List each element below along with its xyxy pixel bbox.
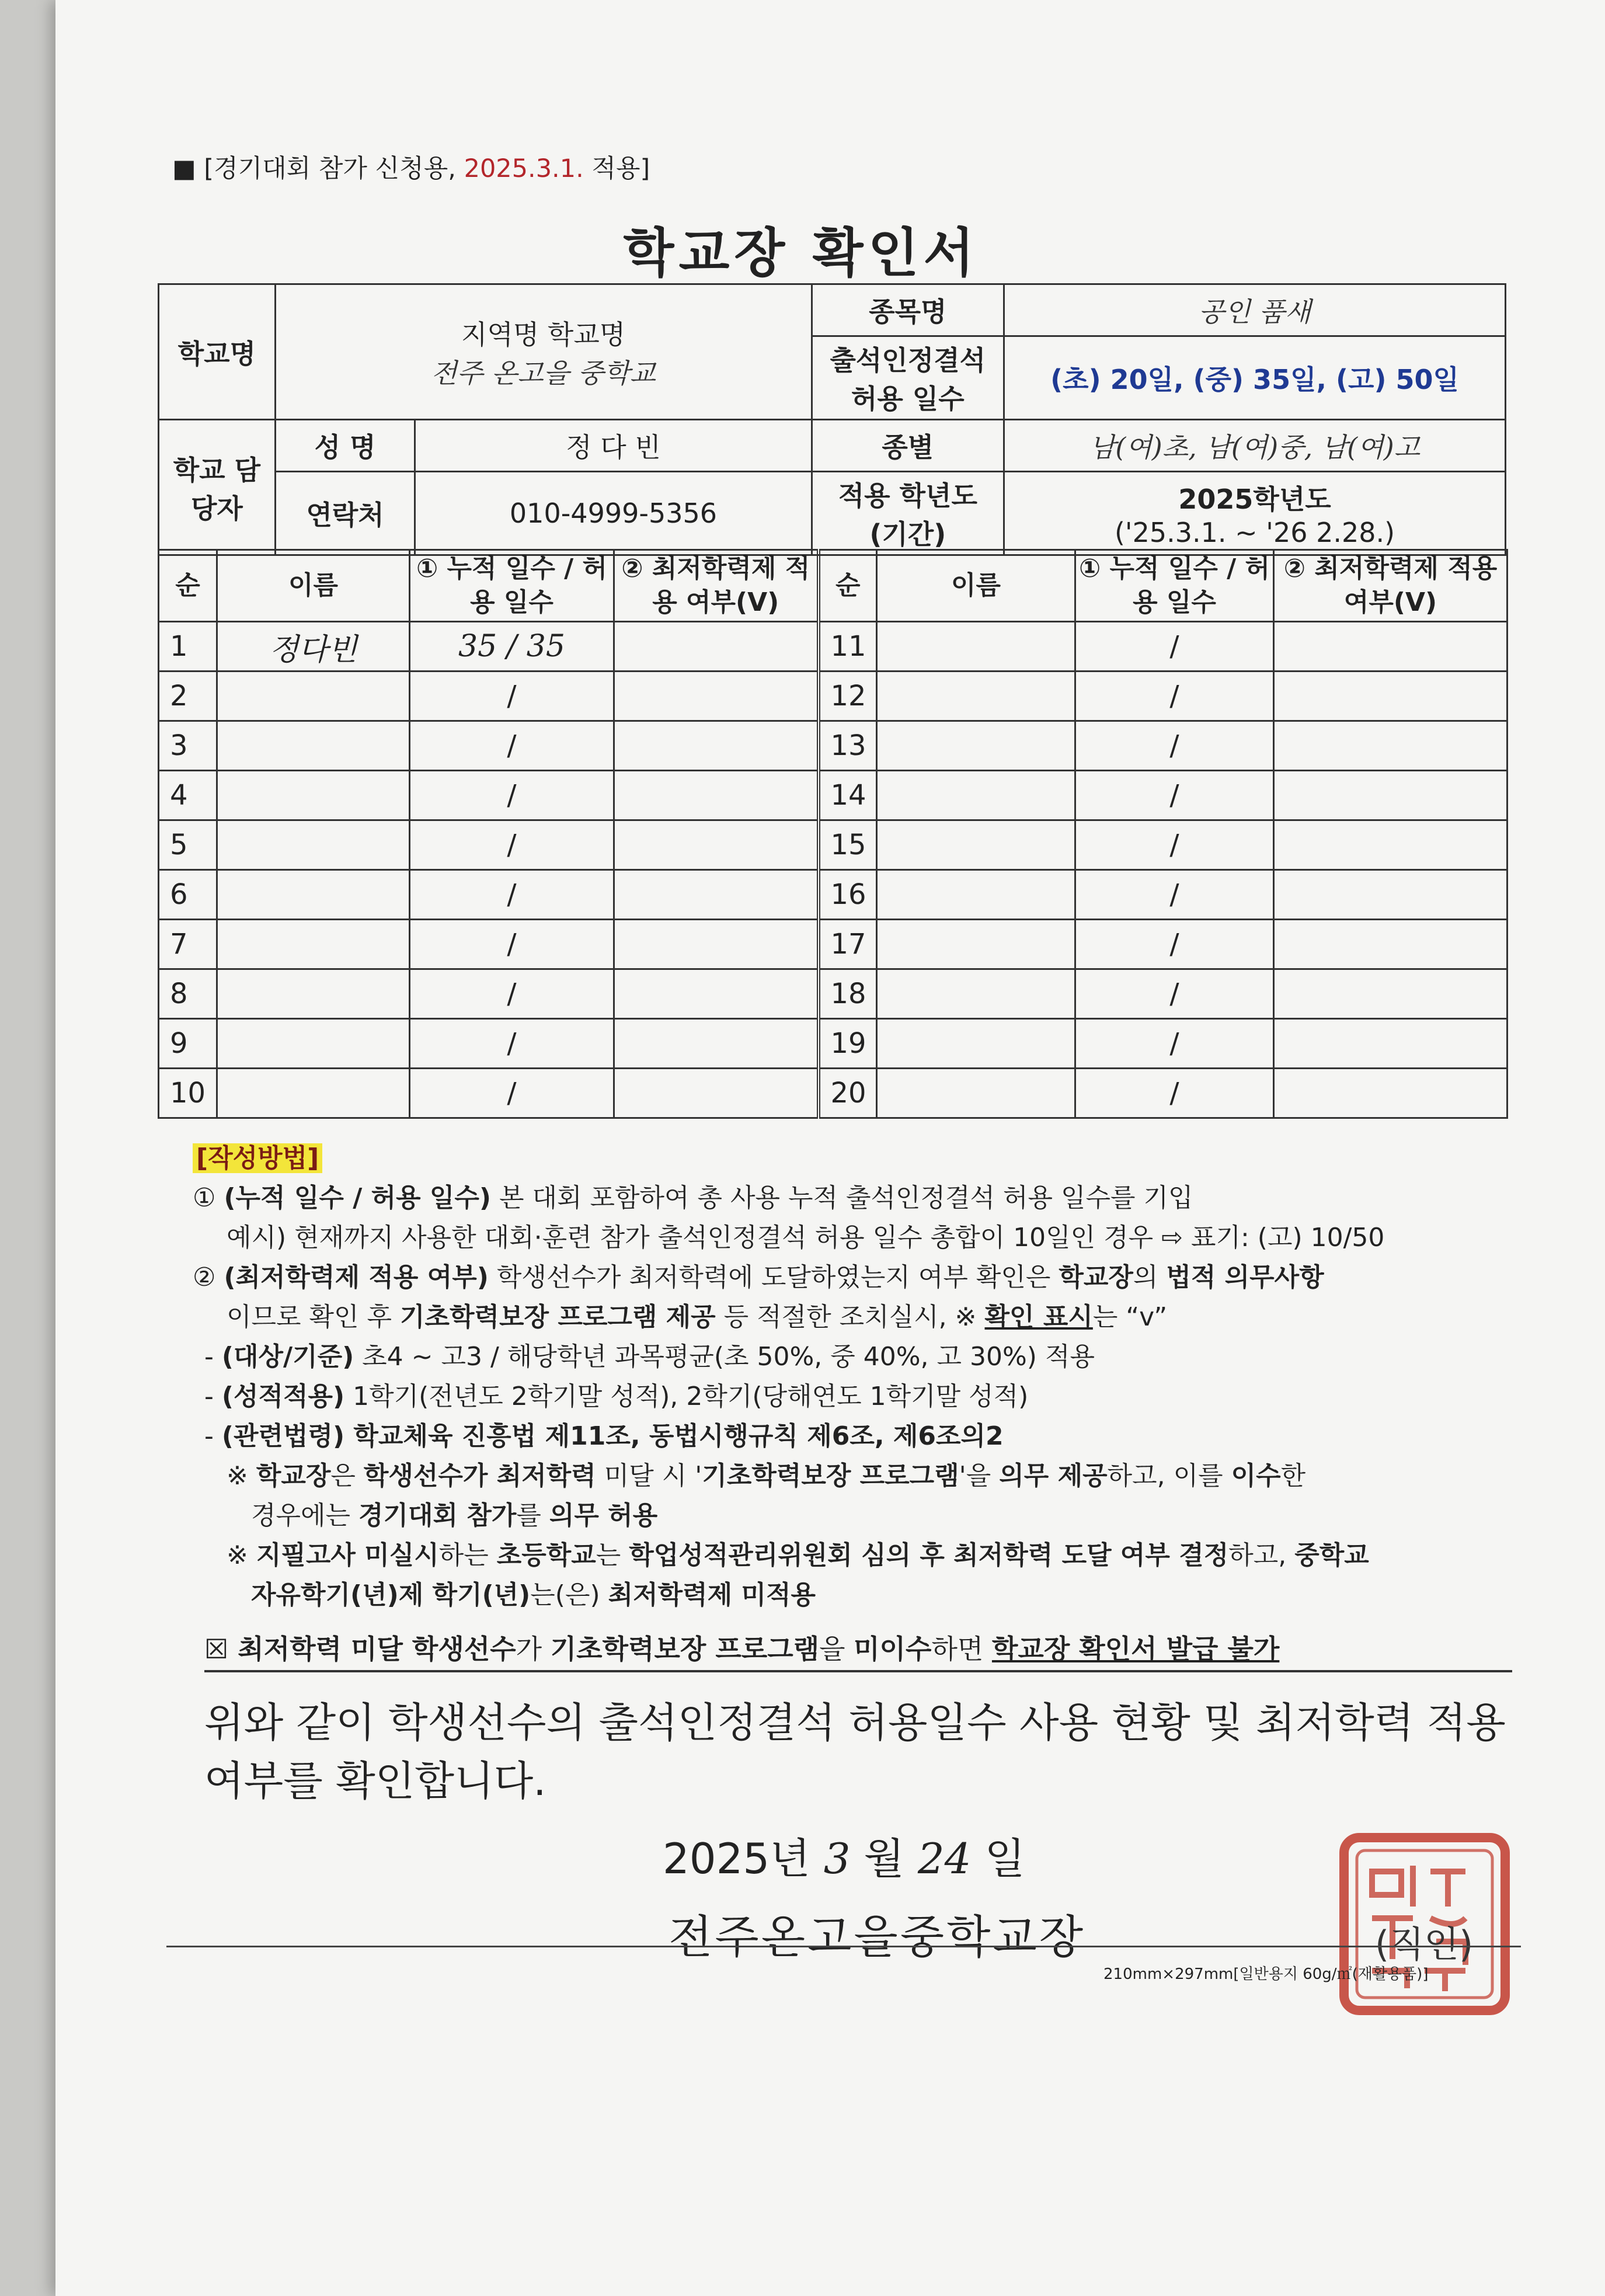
row-name [217, 721, 410, 771]
row-number: 9 [159, 1019, 217, 1069]
row-min-academic [614, 820, 819, 870]
document-page [55, 0, 1605, 2296]
school-year-cell: 2025학년도 ('25.3.1. ~ '26 2.28.) [1004, 472, 1506, 555]
contact-label: 연락처 [275, 472, 415, 555]
row-name [217, 820, 410, 870]
row-name [877, 969, 1075, 1019]
effective-date: 2025.3.1. [464, 154, 584, 183]
row-name [217, 920, 410, 969]
table-row [159, 622, 1507, 672]
row-number: 1 [159, 622, 217, 672]
row-min-academic [1274, 870, 1507, 920]
checkbox-icon: ☒ [204, 1633, 229, 1665]
row-number: 14 [819, 771, 877, 820]
row-number: 8 [159, 969, 217, 1019]
name-header: 이름 [877, 550, 1075, 622]
paper-spec: 210mm×297mm[일반용지 60g/㎡(재활용품)] [1103, 1965, 1429, 1983]
row-days: / [410, 870, 614, 920]
table-row [159, 771, 1507, 820]
event-value: 공인 품새 [1004, 284, 1506, 336]
category-label: 종별 [812, 420, 1004, 472]
row-name [217, 1019, 410, 1069]
school-name-handwritten: 전주 온고을 중학교 [431, 357, 656, 389]
row-name [877, 1019, 1075, 1069]
form-usage-note: ■ [경기대회 참가 신청용, 2025.3.1. 적용] [172, 154, 650, 183]
row-days: / [410, 721, 614, 771]
instruction-line: ※ 지필고사 미실시하는 초등학교는 학업성적관리위원회 심의 후 최저학력 도달 여부 결정하고, 중학교 [227, 1540, 1369, 1570]
school-info-table [158, 283, 1506, 556]
row-number: 13 [819, 721, 877, 771]
roster-header-row [159, 550, 1507, 622]
table-row [159, 1069, 1507, 1118]
row-number: 16 [819, 870, 877, 920]
instruction-line: 이므로 확인 후 기초학력보장 프로그램 제공 등 적절한 조치실시, ※ 확인 표시는 “v” [227, 1302, 1168, 1332]
instruction-line: 경우에는 경기대회 참가를 의무 허용 [251, 1501, 658, 1530]
row-name: 정다빈 [217, 622, 410, 672]
manager-label: 학교 담당자 [159, 420, 276, 555]
row-days: / [1075, 1069, 1274, 1118]
instruction-line: ※ 학교장은 학생선수가 최저학력 미달 시 '기초학력보장 프로그램'을 의무 제공하고, 이를 이수한 [227, 1461, 1306, 1491]
row-name [217, 672, 410, 721]
school-name-cell: 지역명 학교명 전주 온고을 중학교 [275, 284, 812, 420]
row-number: 11 [819, 622, 877, 672]
row-min-academic [614, 622, 819, 672]
row-number: 4 [159, 771, 217, 820]
row-name [877, 920, 1075, 969]
row-min-academic [1274, 771, 1507, 820]
row-days: / [410, 1069, 614, 1118]
student-roster-table [158, 549, 1508, 1119]
row-min-academic [614, 721, 819, 771]
row-name [217, 1069, 410, 1118]
row-number: 2 [159, 672, 217, 721]
row-min-academic [614, 969, 819, 1019]
row-name [877, 771, 1075, 820]
row-min-academic [1274, 1019, 1507, 1069]
row-number: 6 [159, 870, 217, 920]
row-name [217, 870, 410, 920]
seal-label: (직인) [1375, 1923, 1474, 1965]
table-row [159, 721, 1507, 771]
row-number: 18 [819, 969, 877, 1019]
divider [166, 1946, 1521, 1947]
row-days: / [1075, 920, 1274, 969]
seq-header: 순 [159, 550, 217, 622]
row-min-academic [614, 920, 819, 969]
table-row [159, 920, 1507, 969]
absence-allow-value: (초) 20일, (중) 35일, (고) 50일 [1004, 336, 1506, 420]
row-days: / [410, 969, 614, 1019]
row-min-academic [1274, 820, 1507, 870]
row-name [217, 969, 410, 1019]
row-name [877, 870, 1075, 920]
row-number: 7 [159, 920, 217, 969]
row-days: / [410, 920, 614, 969]
row-name [877, 1069, 1075, 1118]
table-row [159, 969, 1507, 1019]
row-min-academic [614, 771, 819, 820]
row-min-academic [1274, 672, 1507, 721]
row-days: / [1075, 1019, 1274, 1069]
row-days: / [410, 672, 614, 721]
issuance-notice: ☒ 최저학력 미달 학생선수가 기초학력보장 프로그램을 미이수하면 학교장 확인서 발급 불가 [204, 1628, 1512, 1672]
row-min-academic [614, 870, 819, 920]
instruction-line: 예시) 현재까지 사용한 대회·훈련 참가 출석인정결석 허용 일수 총합이 10일인 경우 ⇨ 표기: (고) 10/50 [227, 1223, 1385, 1253]
event-label: 종목명 [812, 284, 1004, 336]
row-number: 17 [819, 920, 877, 969]
table-row [159, 1019, 1507, 1069]
row-number: 20 [819, 1069, 877, 1118]
row-days: / [410, 771, 614, 820]
row-days: / [1075, 870, 1274, 920]
row-number: 5 [159, 820, 217, 870]
table-row [159, 870, 1507, 920]
days-header: ① 누적 일수 / 허용 일수 [410, 550, 614, 622]
instructions [193, 1139, 1536, 1615]
school-year-period: ('25.3.1. ~ '26 2.28.) [1114, 517, 1395, 548]
row-days: / [1075, 622, 1274, 672]
row-days: / [1075, 969, 1274, 1019]
row-min-academic [614, 1019, 819, 1069]
school-year-label: 적용 학년도 (기간) [812, 472, 1004, 555]
absence-allow-label: 출석인정결석 허용 일수 [812, 336, 1004, 420]
row-name [877, 721, 1075, 771]
school-label: 학교명 [159, 284, 276, 420]
row-days: / [410, 820, 614, 870]
row-number: 19 [819, 1019, 877, 1069]
instruction-line: ② (최저학력제 적용 여부) 학생선수가 최저학력에 도달하였는지 여부 확인은 학교장의 법적 의무사항 [193, 1262, 1324, 1292]
instructions-heading: [작성방법] [193, 1143, 322, 1173]
row-min-academic [1274, 622, 1507, 672]
row-min-academic [1274, 920, 1507, 969]
row-number: 12 [819, 672, 877, 721]
issue-date: 2025년 3 월 24 일 [663, 1834, 1025, 1883]
row-min-academic [1274, 1069, 1507, 1118]
row-name [217, 771, 410, 820]
instruction-line: - (관련법령) 학교체육 진흥법 제11조, 동법시행규칙 제6조, 제6조의2 [204, 1421, 1004, 1451]
instruction-line: - (대상/기준) 초4 ~ 고3 / 해당학년 과목평균(초 50%, 중 40%, 고 30%) 적용 [204, 1342, 1095, 1372]
row-min-academic [1274, 969, 1507, 1019]
row-days: 35 / 35 [410, 622, 614, 672]
row-number: 3 [159, 721, 217, 771]
instruction-line: 자유학기(년)제 학기(년)는(은) 최저학력제 미적용 [251, 1580, 816, 1610]
row-days: / [1075, 672, 1274, 721]
row-name [877, 820, 1075, 870]
name-label: 성 명 [275, 420, 415, 472]
min-academic-header: ② 최저학력제 적용 여부(V) [1274, 550, 1507, 622]
row-number: 15 [819, 820, 877, 870]
row-min-academic [1274, 721, 1507, 771]
instruction-line: - (성적적용) 1학기(전년도 2학기말 성적), 2학기(당해연도 1학기말 성적) [204, 1382, 1029, 1411]
row-name [877, 672, 1075, 721]
min-academic-header: ② 최저학력제 적용 여부(V) [614, 550, 819, 622]
manager-name: 정 다 빈 [415, 420, 812, 472]
row-min-academic [614, 672, 819, 721]
row-days: / [1075, 771, 1274, 820]
confirmation-statement: 위와 같이 학생선수의 출석인정결석 허용일수 사용 현황 및 최저학력 적용 여부를 확인합니다. [204, 1699, 1506, 1805]
days-header: ① 누적 일수 / 허용 일수 [1075, 550, 1274, 622]
instruction-line: ① (누적 일수 / 허용 일수) 본 대회 포함하여 총 사용 누적 출석인정결석 허용 일수를 기입 [193, 1183, 1193, 1213]
row-days: / [1075, 820, 1274, 870]
table-row [159, 672, 1507, 721]
name-header: 이름 [217, 550, 410, 622]
row-name [877, 622, 1075, 672]
row-days: / [410, 1019, 614, 1069]
document-title: 학교장 확인서 [623, 222, 979, 284]
table-row [159, 820, 1507, 870]
row-days: / [1075, 721, 1274, 771]
seq-header: 순 [819, 550, 877, 622]
row-min-academic [614, 1069, 819, 1118]
contact-value: 010-4999-5356 [415, 472, 812, 555]
category-value: 남(여)초, 남(여)중, 남(여)고 [1004, 420, 1506, 472]
row-number: 10 [159, 1069, 217, 1118]
principal-title: 전주온고을중학교장 [669, 1911, 1086, 1964]
